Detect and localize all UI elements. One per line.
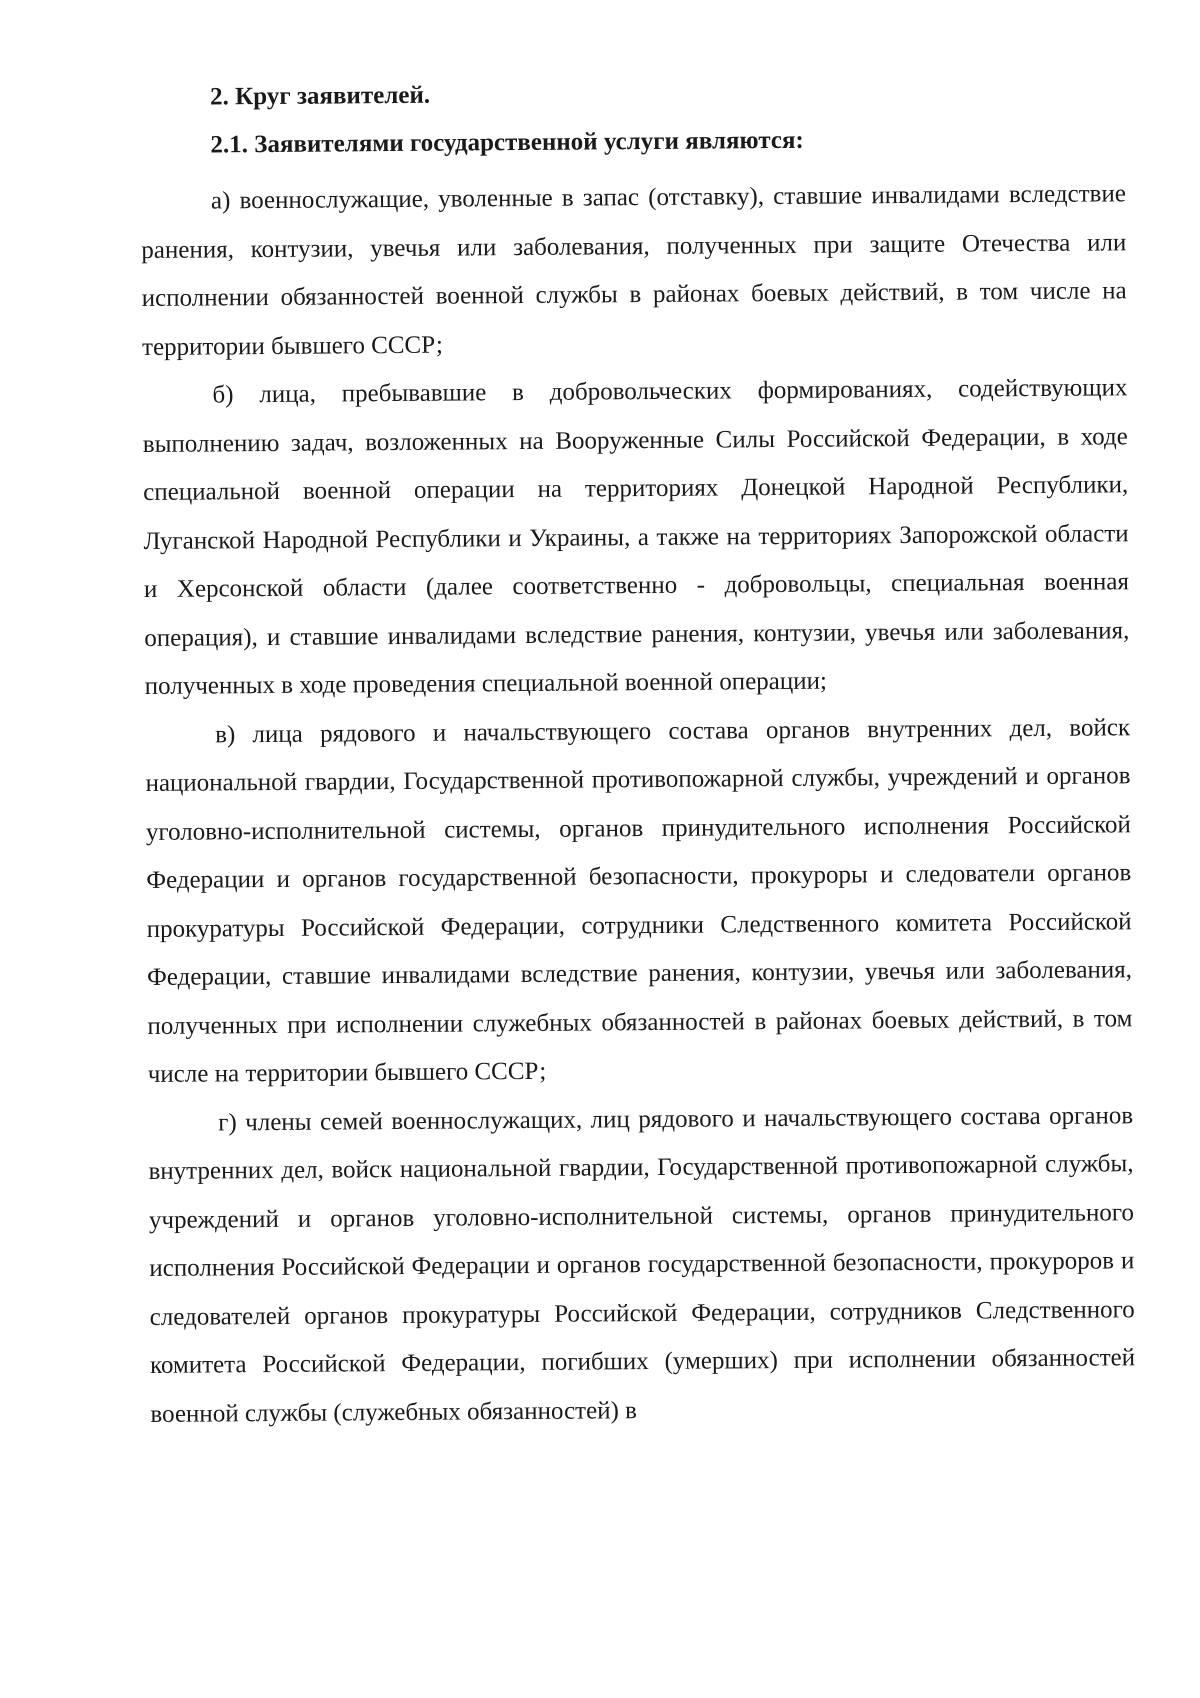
document-body	[140, 74, 1136, 1439]
paragraph-v: в) лица рядового и начальствующего состава органов внутренних дел, войск национальной гвардии, Государственной противопожарной службы, учреждений и органов уголовно-исполнительной системы, органов принудительного исполнения Российской Федерации и органов государственной безопасности, прокуроры и следователи органов прокуратуры Российской Федерации, сотрудники Следственного комитета Российской Федерации, ставшие инвалидами вследствие ранения, контузии, увечья или заболевания, полученных при исполнении служебных обязанностей в районах боевых действий, в том числе на территории бывшего СССР;	[145, 713, 1133, 1088]
section-heading: 2. Круг заявителей.	[210, 81, 431, 111]
subsection-heading: 2.1. Заявителями государственной услуги являются:	[210, 126, 804, 159]
paragraph-b: б) лица, пребывавшие в добровольческих формированиях, содействующих выполнению задач, возложенных на Вооруженные Силы Российской Федерации, в ходе специальной военной операции на территориях Донецкой Народной Республики, Луганской Народной Республики и Украины, а также на территориях Запорожской области и Херсонской области (далее соответственно - добровольцы, специальная военная операция), и ставшие инвалидами вследствие ранения, контузии, увечья или заболевания, полученных в ходе проведения специальной военной операции;	[142, 374, 1130, 700]
paragraph-g: г) члены семей военнослужащих, лиц рядового и начальствующего состава органов внутренних дел, войск национальной гвардии, Государственной противопожарной службы, учреждений и органов уголовно-исполнительной системы, органов принудительного исполнения Российской Федерации и органов государственной безопасности, прокуроров и следователей органов прокуратуры Российской Федерации, сотрудников Следственного комитета Российской Федерации, погибших (умерших) при исполнении обязанностей военной службы (служебных обязанностей) в	[148, 1101, 1136, 1428]
paragraph-a: а) военнослужащие, уволенные в запас (отставку), ставшие инвалидами вследствие ранения, контузии, увечья или заболевания, полученных при защите Отечества или исполнении обязанностей военной службы в районах боевых действий, в том числе на территории бывшего СССР;	[141, 180, 1127, 361]
